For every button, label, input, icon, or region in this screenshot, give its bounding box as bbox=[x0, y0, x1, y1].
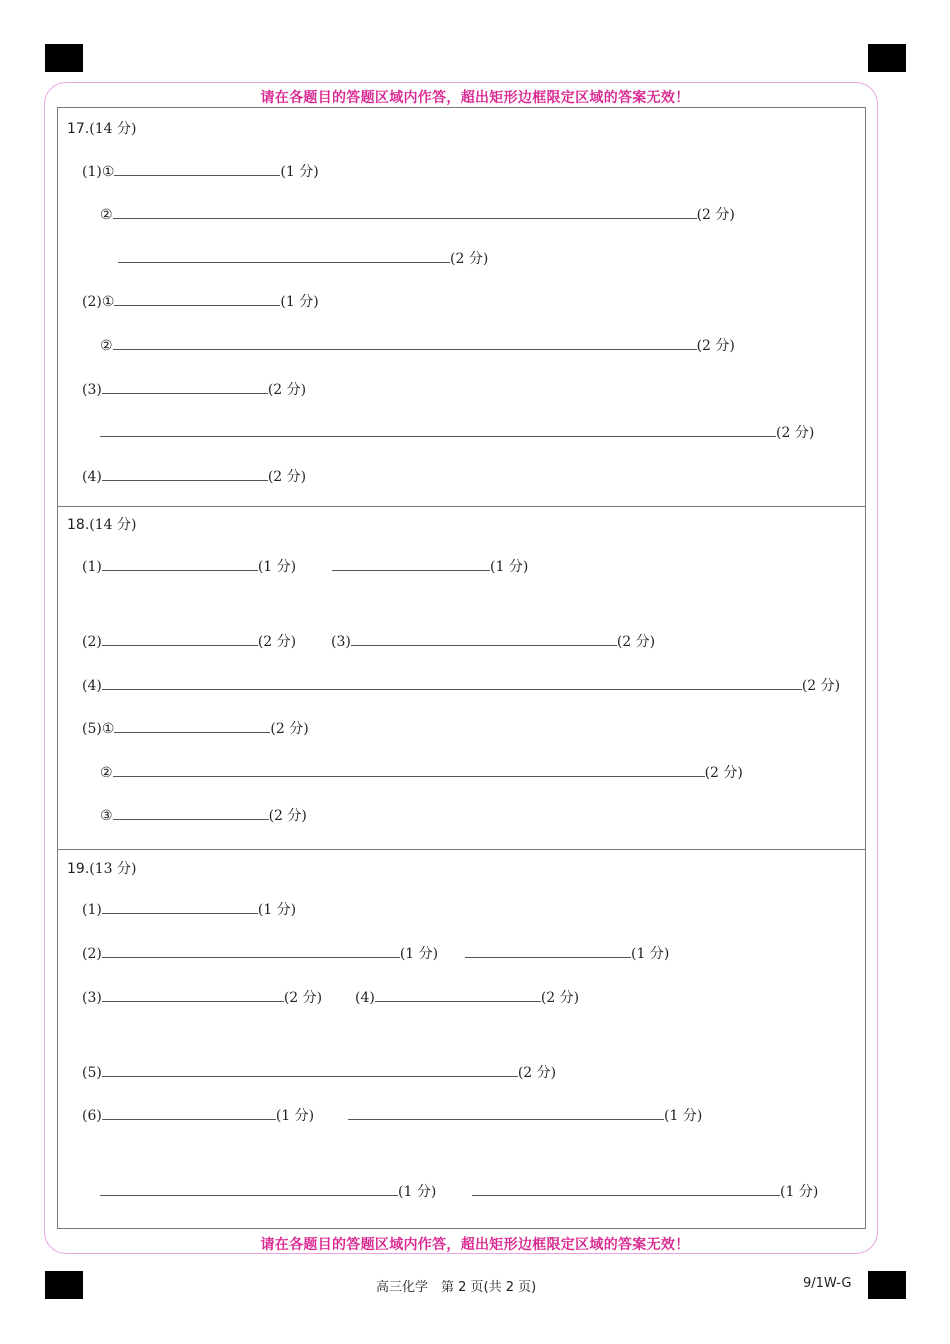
answer-line: (1 分) bbox=[465, 945, 669, 963]
answer-blank[interactable] bbox=[113, 807, 269, 820]
question-18-box bbox=[57, 506, 866, 850]
answer-line: (4) (2 分) bbox=[355, 990, 580, 1006]
answer-blank[interactable] bbox=[472, 1183, 780, 1196]
answer-line: (1 分) bbox=[332, 558, 528, 576]
question-18-title bbox=[67, 514, 136, 534]
answer-blank[interactable] bbox=[348, 1107, 664, 1120]
answer-line: (2 分) bbox=[100, 424, 814, 442]
registration-mark-top-left bbox=[45, 44, 83, 72]
answer-line: (1 分) bbox=[100, 1183, 436, 1201]
registration-mark-bottom-left bbox=[45, 1271, 83, 1299]
registration-mark-bottom-right bbox=[868, 1271, 906, 1299]
answer-blank[interactable] bbox=[102, 1064, 518, 1077]
answer-line: (2) (2 分) bbox=[82, 634, 297, 650]
answer-line: (2)① (1 分) bbox=[82, 294, 319, 310]
answer-line: (1) (1 分) bbox=[82, 902, 297, 918]
answer-line: (6) (1 分) bbox=[82, 1108, 315, 1124]
question-17-title bbox=[67, 118, 136, 138]
question-points: (13 分) bbox=[89, 861, 137, 877]
answer-blank[interactable] bbox=[102, 558, 258, 571]
answer-blank[interactable] bbox=[114, 293, 280, 306]
footer-code: 9/1W-G bbox=[803, 1276, 852, 1291]
answer-line: (1)① (1 分) bbox=[82, 164, 319, 180]
answer-blank[interactable] bbox=[102, 381, 268, 394]
answer-line: ② (2 分) bbox=[100, 207, 735, 223]
answer-line: (1) (1 分) bbox=[82, 559, 297, 575]
footer-page-info: 高三化学 第 2 页(共 2 页) bbox=[376, 1280, 537, 1295]
question-19-box bbox=[57, 849, 866, 1229]
question-number: 18. bbox=[67, 517, 90, 533]
question-points: (14 分) bbox=[89, 121, 137, 137]
warning-text-top: 请在各题目的答题区域内作答，超出矩形边框限定区域的答案无效！ bbox=[260, 90, 690, 106]
answer-blank[interactable] bbox=[102, 989, 284, 1002]
answer-blank[interactable] bbox=[113, 764, 705, 777]
answer-line: (4) (2 分) bbox=[82, 678, 841, 694]
answer-blank[interactable] bbox=[102, 633, 258, 646]
answer-blank[interactable] bbox=[113, 206, 697, 219]
answer-line: (3) (2 分) bbox=[331, 634, 656, 650]
question-number: 19. bbox=[67, 861, 90, 877]
answer-line: (1 分) bbox=[348, 1107, 702, 1125]
answer-line: (4) (2 分) bbox=[82, 469, 307, 485]
answer-line: (5) (2 分) bbox=[82, 1065, 557, 1081]
answer-line: ② (2 分) bbox=[100, 765, 743, 781]
answer-line: (2) (1 分) bbox=[82, 946, 439, 962]
question-17-box bbox=[57, 107, 866, 507]
question-points: (14 分) bbox=[89, 517, 137, 533]
answer-line: ③ (2 分) bbox=[100, 808, 307, 824]
answer-line: (3) (2 分) bbox=[82, 990, 323, 1006]
answer-line: ② (2 分) bbox=[100, 338, 735, 354]
question-19-title bbox=[67, 858, 136, 878]
answer-blank[interactable] bbox=[102, 1107, 276, 1120]
answer-blank[interactable] bbox=[100, 424, 776, 437]
answer-blank[interactable] bbox=[332, 558, 490, 571]
answer-blank[interactable] bbox=[100, 1183, 398, 1196]
answer-blank[interactable] bbox=[351, 633, 617, 646]
question-number: 17. bbox=[67, 121, 90, 137]
answer-blank[interactable] bbox=[102, 677, 802, 690]
answer-blank[interactable] bbox=[114, 163, 280, 176]
answer-line: (1 分) bbox=[472, 1183, 818, 1201]
answer-line: (3) (2 分) bbox=[82, 382, 307, 398]
answer-blank[interactable] bbox=[118, 250, 450, 263]
answer-blank[interactable] bbox=[114, 720, 270, 733]
answer-blank[interactable] bbox=[113, 337, 697, 350]
answer-blank[interactable] bbox=[375, 989, 541, 1002]
warning-text-bottom: 请在各题目的答题区域内作答，超出矩形边框限定区域的答案无效！ bbox=[260, 1237, 690, 1253]
answer-blank[interactable] bbox=[465, 945, 631, 958]
answer-line: (2 分) bbox=[118, 250, 488, 268]
answer-blank[interactable] bbox=[102, 945, 400, 958]
answer-blank[interactable] bbox=[102, 901, 258, 914]
answer-blank[interactable] bbox=[102, 468, 268, 481]
answer-line: (5)① (2 分) bbox=[82, 721, 309, 737]
registration-mark-top-right bbox=[868, 44, 906, 72]
